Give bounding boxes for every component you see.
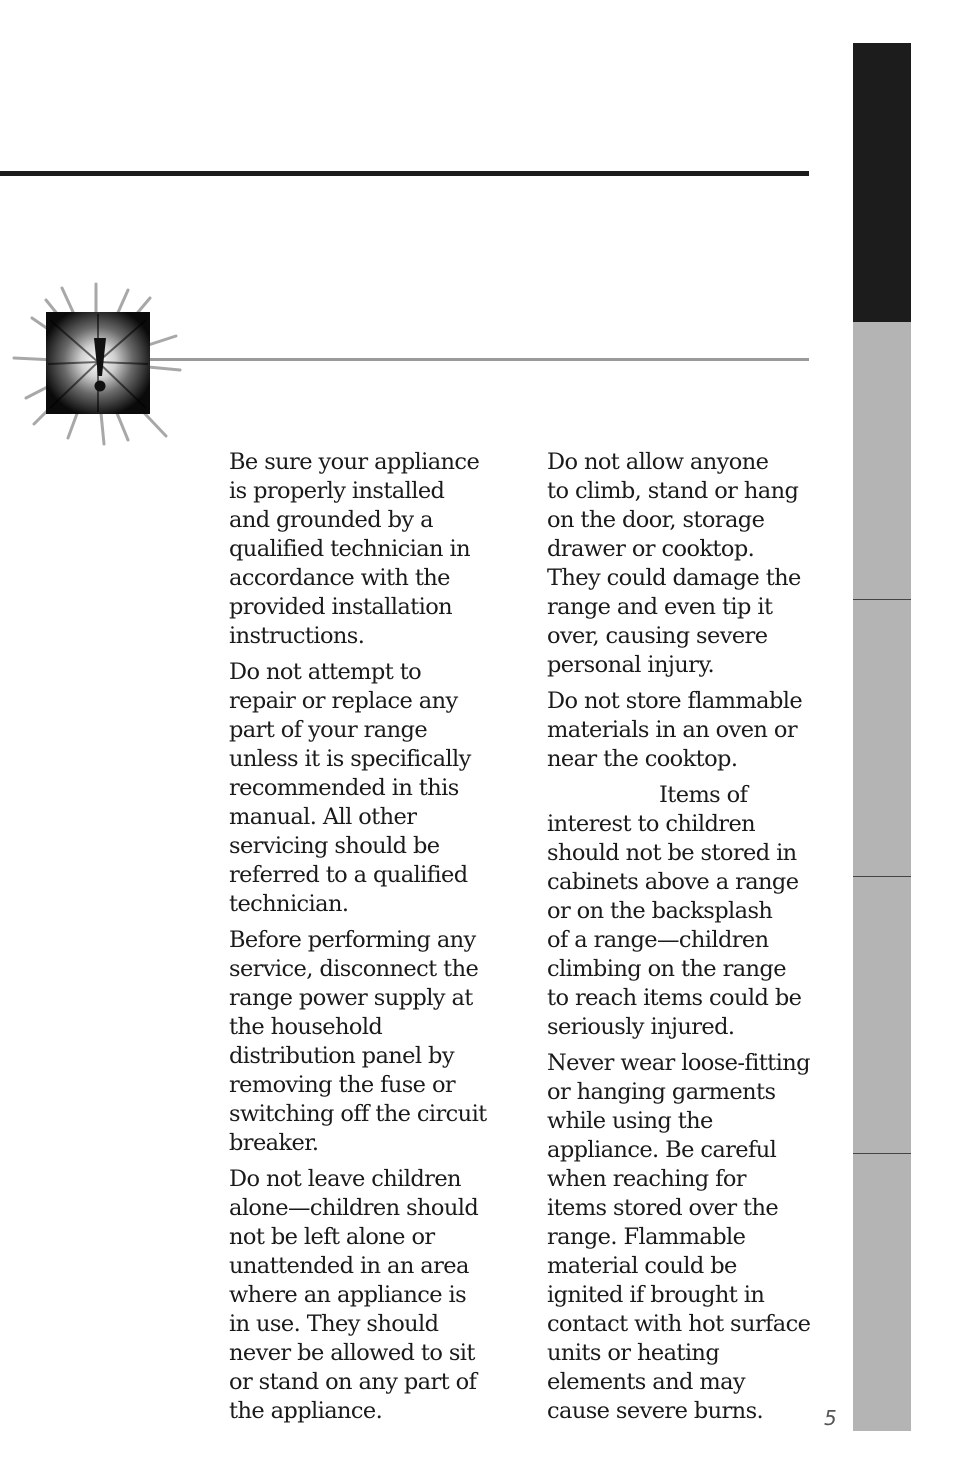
text-line: service, disconnect the bbox=[229, 956, 479, 982]
text-line: appliance. Be careful bbox=[547, 1137, 777, 1163]
text-line: technician. bbox=[229, 891, 349, 917]
text-line: Be sure your appliance bbox=[229, 449, 480, 475]
text-line: removing the fuse or bbox=[229, 1072, 456, 1098]
text-line: cabinets above a range bbox=[547, 869, 799, 895]
text-line: manual. All other bbox=[229, 804, 417, 830]
text-line: and grounded by a bbox=[229, 507, 433, 533]
text-line: not be left alone or bbox=[229, 1224, 435, 1250]
text-line: the appliance. bbox=[229, 1398, 383, 1424]
text-line: They could damage the bbox=[547, 565, 801, 591]
text-line: breaker. bbox=[229, 1130, 319, 1156]
text-line: part of your range bbox=[229, 717, 428, 743]
text-line: recommended in this bbox=[229, 775, 459, 801]
text-line: contact with hot surface bbox=[547, 1311, 811, 1337]
text-line: over, causing severe bbox=[547, 623, 768, 649]
text-line: is properly installed bbox=[229, 478, 445, 504]
safety-paragraph-garments bbox=[547, 1049, 812, 1426]
section-tab-strip bbox=[853, 43, 911, 1430]
text-line: repair or replace any bbox=[229, 688, 458, 714]
page-number: 5 bbox=[824, 1406, 837, 1430]
text-line: range. Flammable bbox=[547, 1224, 746, 1250]
text-line: Before performing any bbox=[229, 927, 476, 953]
text-line: Do not leave children bbox=[229, 1166, 461, 1192]
safety-paragraph-flammable-storage bbox=[547, 687, 812, 774]
text-line: never be allowed to sit bbox=[229, 1340, 475, 1366]
safety-paragraph-items-of-interest bbox=[547, 781, 812, 1042]
safety-paragraph-repair bbox=[229, 658, 491, 919]
text-line: referred to a qualified bbox=[229, 862, 468, 888]
text-line: Never wear loose-fitting bbox=[547, 1050, 810, 1076]
text-line: Do not allow anyone bbox=[547, 449, 769, 475]
text-line: interest to children bbox=[547, 811, 756, 837]
text-line: qualified technician in bbox=[229, 536, 470, 562]
text-line: material could be bbox=[547, 1253, 737, 1279]
safety-paragraph-disconnect bbox=[229, 926, 491, 1158]
text-line: Do not store flammable bbox=[547, 688, 803, 714]
text-line: or on the backsplash bbox=[547, 898, 773, 924]
text-line: climbing on the range bbox=[547, 956, 786, 982]
header-rule bbox=[0, 171, 809, 176]
text-line: ignited if brought in bbox=[547, 1282, 765, 1308]
section-tab bbox=[853, 876, 911, 1154]
text-line: of a range—children bbox=[547, 927, 769, 953]
text-line: alone—children should bbox=[229, 1195, 479, 1221]
section-tab-active bbox=[853, 43, 911, 322]
text-line: personal injury. bbox=[547, 652, 715, 678]
exclamation-burst-icon bbox=[10, 280, 182, 448]
text-line: seriously injured. bbox=[547, 1014, 735, 1040]
section-tab bbox=[853, 599, 911, 877]
text-line: provided installation bbox=[229, 594, 453, 620]
text-line: items stored over the bbox=[547, 1195, 779, 1221]
text-line: to climb, stand or hang bbox=[547, 478, 799, 504]
text-line: unless it is specifically bbox=[229, 746, 471, 772]
left-column bbox=[229, 448, 491, 1433]
safety-paragraph-children-alone bbox=[229, 1165, 491, 1426]
section-tab bbox=[853, 322, 911, 599]
text-line: materials in an oven or bbox=[547, 717, 797, 743]
text-line: near the cooktop. bbox=[547, 746, 738, 772]
text-line: in use. They should bbox=[229, 1311, 439, 1337]
text-line: or hanging garments bbox=[547, 1079, 776, 1105]
text-line: where an appliance is bbox=[229, 1282, 467, 1308]
safety-paragraph-installation bbox=[229, 448, 491, 651]
right-column bbox=[547, 448, 812, 1433]
text-line: when reaching for bbox=[547, 1166, 746, 1192]
section-rule bbox=[150, 358, 809, 361]
safety-paragraph-climbing bbox=[547, 448, 812, 680]
text-line: switching off the circuit bbox=[229, 1101, 487, 1127]
text-line: while using the bbox=[547, 1108, 713, 1134]
text-line: Items of bbox=[659, 782, 748, 808]
text-line: units or heating bbox=[547, 1340, 720, 1366]
text-line: cause severe burns. bbox=[547, 1398, 764, 1424]
text-line: instructions. bbox=[229, 623, 365, 649]
text-line: elements and may bbox=[547, 1369, 746, 1395]
text-line: unattended in an area bbox=[229, 1253, 469, 1279]
text-line: drawer or cooktop. bbox=[547, 536, 755, 562]
text-line: accordance with the bbox=[229, 565, 450, 591]
text-line: should not be stored in bbox=[547, 840, 797, 866]
text-line: servicing should be bbox=[229, 833, 440, 859]
text-line: on the door, storage bbox=[547, 507, 765, 533]
section-tab bbox=[853, 1153, 911, 1431]
text-line: to reach items could be bbox=[547, 985, 802, 1011]
text-line: range and even tip it bbox=[547, 594, 773, 620]
text-line: distribution panel by bbox=[229, 1043, 454, 1069]
text-line: range power supply at bbox=[229, 985, 473, 1011]
text-line: or stand on any part of bbox=[229, 1369, 477, 1395]
text-line: Do not attempt to bbox=[229, 659, 422, 685]
text-line: the household bbox=[229, 1014, 383, 1040]
